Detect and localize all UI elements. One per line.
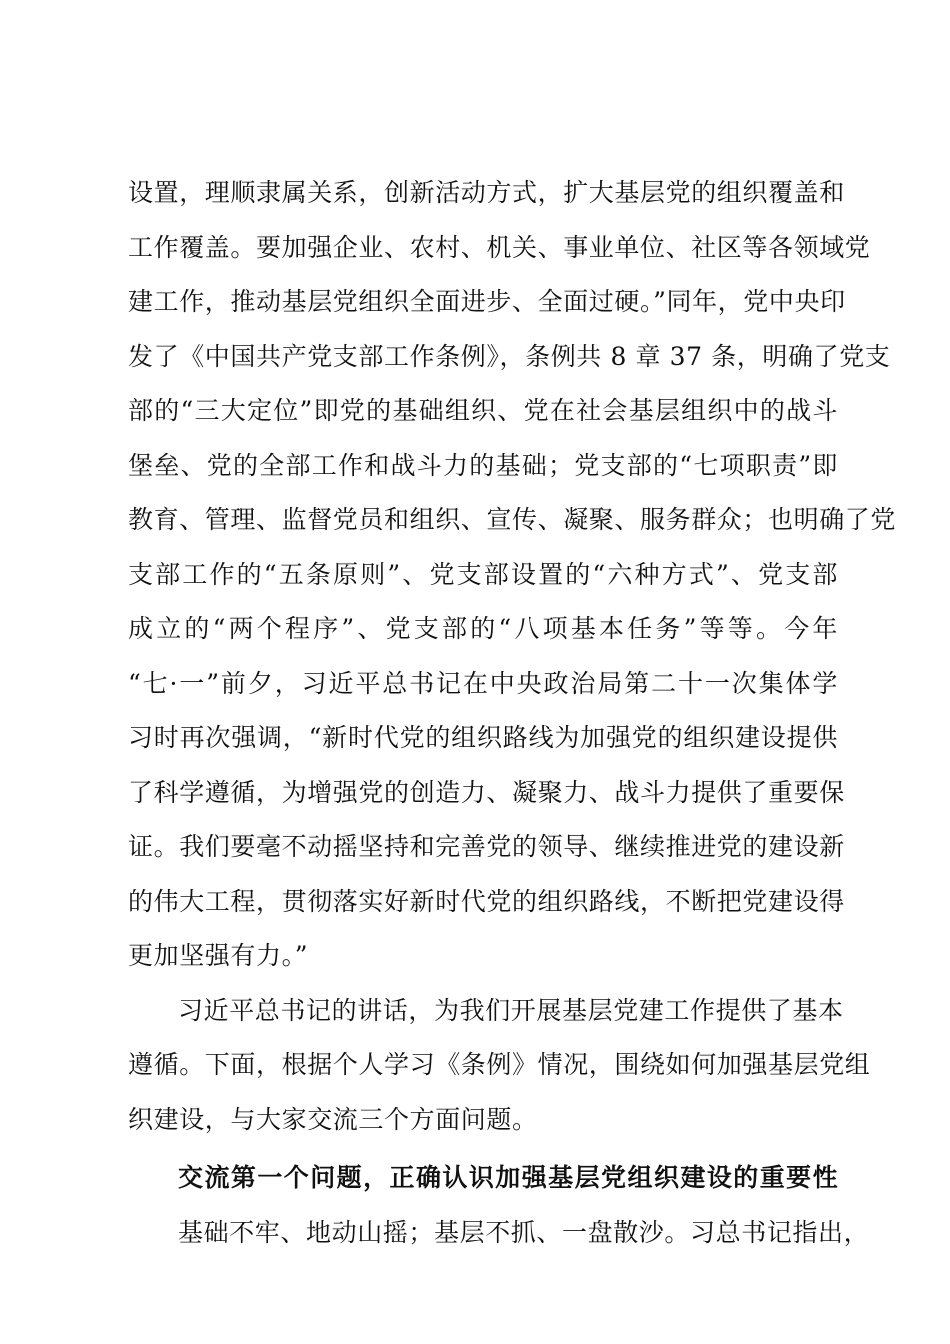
section-heading: 交流第一个问题，正确认识加强基层党组织建设的重要性 <box>178 1163 838 1192</box>
text-line: 习近平总书记的讲话，为我们开展基层党建工作提供了基本 <box>178 995 844 1025</box>
text-line: 证。我们要毫不动摇坚持和完善党的领导、继续推进党的建设新 <box>128 832 845 861</box>
text-line: 成立的“两个程序”、党支部的“八项基本任务”等等。今年 <box>128 614 838 643</box>
paragraph-speech-summary <box>128 984 871 1148</box>
text-line: 部的“三大定位”即党的基础组织、党在社会基层组织中的战斗 <box>128 396 838 425</box>
text-line: 了科学遵循，为增强党的创造力、凝聚力、战斗力提供了重要保 <box>128 777 845 807</box>
text-line: 教育、管理、监督党员和组织、宣传、凝聚、服务群众；也明确了党 <box>128 505 897 534</box>
text-line: “七·一”前夕，习近平总书记在中央政治局第二十一次集体学 <box>128 668 838 698</box>
text-line: 更加坚强有力。” <box>128 941 309 970</box>
text-line: 工作覆盖。要加强企业、农村、机关、事业单位、社区等各领域党 <box>128 232 871 262</box>
document-body <box>128 166 897 1260</box>
text-line: 建工作，推动基层党组织全面进步、全面过硬。”同年，党中央印 <box>128 287 846 316</box>
text-line: 的伟大工程，贯彻落实好新时代党的组织路线，不断把党建设得 <box>128 886 845 916</box>
paragraph-continuation <box>128 166 897 984</box>
text-line: 习时再次强调，“新时代党的组织路线为加强党的组织建设提供 <box>128 723 838 752</box>
text-line: 堡垒、党的全部工作和战斗力的基础；党支部的“七项职责”即 <box>128 450 838 480</box>
text-line: 遵循。下面，根据个人学习《条例》情况，围绕如何加强基层党组 <box>128 1050 871 1079</box>
text-line: 发了《中国共产党支部工作条例》，条例共 8 章 37 条，明确了党支 <box>128 341 891 371</box>
text-line: 支部工作的“五条原则”、党支部设置的“六种方式”、党支部 <box>128 559 838 589</box>
text-line: 设置，理顺隶属关系，创新活动方式，扩大基层党的组织覆盖和 <box>128 178 845 207</box>
paragraph-section-start <box>128 1206 870 1261</box>
text-line: 基础不牢、地动山摇；基层不抓、一盘散沙。习总书记指出， <box>178 1217 870 1247</box>
text-line: 织建设，与大家交流三个方面问题。 <box>128 1104 538 1134</box>
